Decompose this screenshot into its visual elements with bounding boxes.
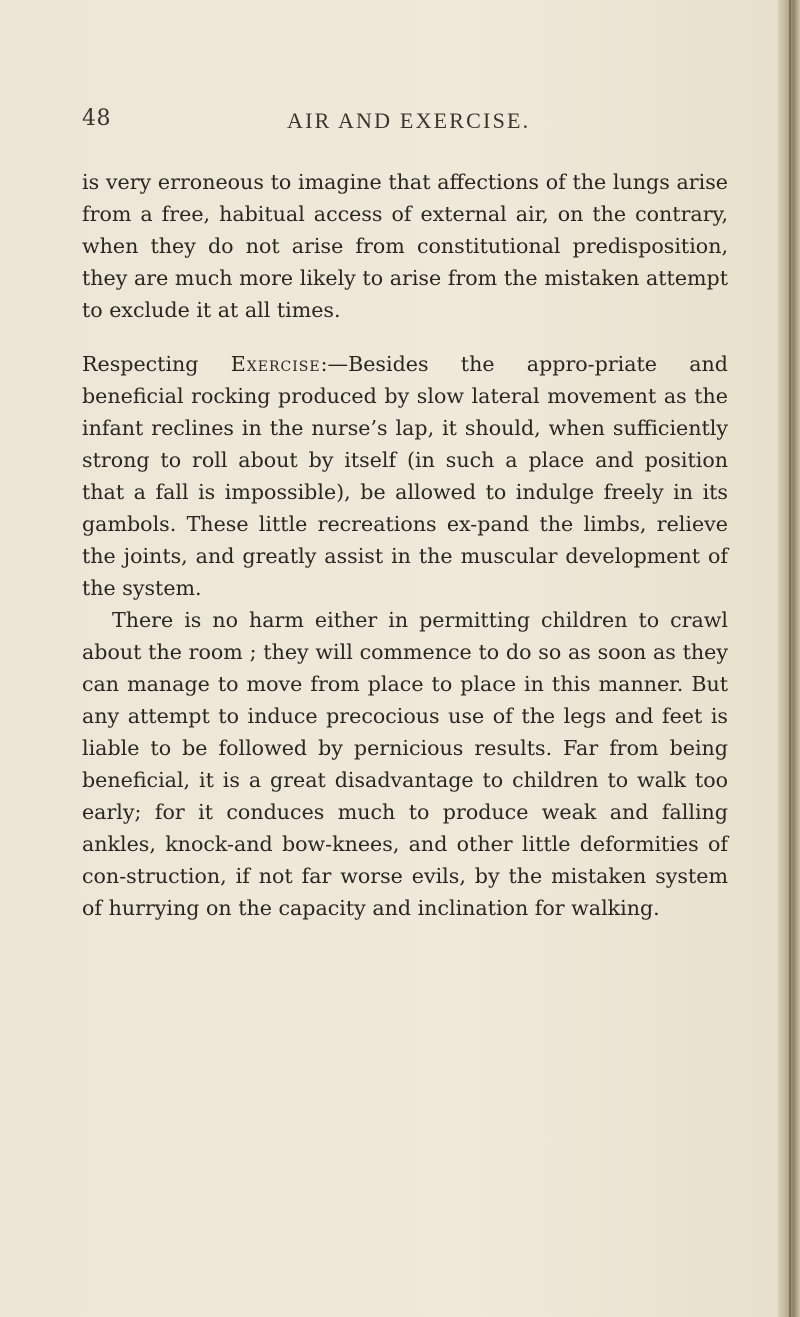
page-number: 48 [82,106,111,131]
paragraph-2-text: :—Besides the appro-priate and beneficial rocking produced by slow lateral movement as the infant reclines in the nurse’s lap, it should, when sufficiently strong to roll about by itself (in such a place and position that a fall is impossible), be allowed to indulge freely in its gambols. These little recreations ex-pand the limbs, relieve the joints, and greatly assist in the muscular development of the system. [82,352,728,600]
body-text [82,166,728,924]
running-head: AIR AND EXERCISE. [287,108,531,133]
book-gutter [778,0,800,1317]
paragraph-3: There is no harm either in permitting children to crawl about the room ; they will commence to do so as soon as they can manage to move from place to place in this manner. But any attempt to induce precocious use of the legs and feet is liable to be followed by pernicious results. Far from being beneficial, it is a great disadvantage to children to walk too early; for it conduces much to produce weak and falling ankles, knock-and bow-knees, and other little deformities of con-struction, if not far worse evils, by the mistaken system of hurrying on the capacity and inclination for walking. [82,608,728,920]
paragraph-2 [82,348,728,604]
paragraph-1: is very erroneous to imagine that affections of the lungs arise from a free, habitual access of external air, on the contrary, when they do not arise from constitutional predisposition, they are much more likely to arise from the mistaken attempt to exclude it at all times. [82,170,728,322]
gutter-fold-line [789,0,791,1317]
page-header [82,106,722,142]
paragraph-2-lead: Respecting [82,352,231,376]
paragraph-2-smallcaps-term: Exercise [230,352,321,376]
